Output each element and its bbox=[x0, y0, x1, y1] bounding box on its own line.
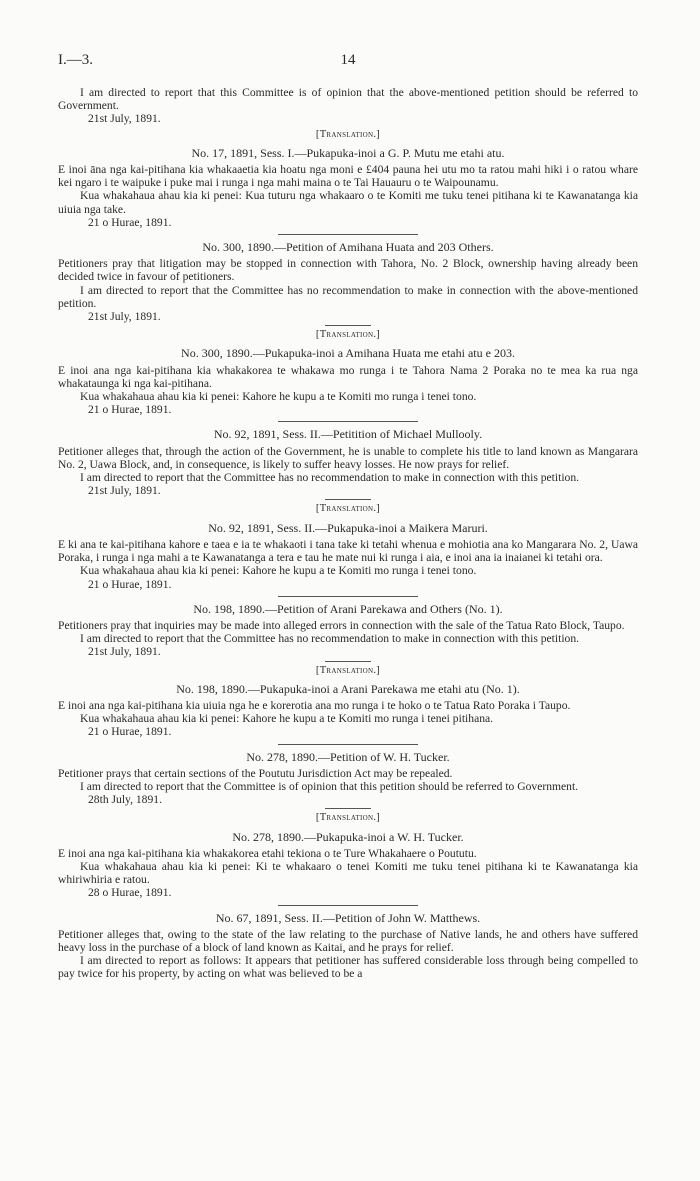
petition-heading: No. 278, 1890.—Petition of W. H. Tucker. bbox=[246, 749, 450, 764]
translation-label: [Translation.] bbox=[315, 128, 381, 140]
short-divider bbox=[325, 325, 371, 326]
date-line: 21 o Hurae, 1891. bbox=[88, 403, 172, 417]
paragraph: Petitioner alleges that, through the action of the Government, he is unable to complete his title to land known as Mangarara No. 2, Uawa Block, and, in consequence, is likely to suffer heavy losses. He now prays for relief. bbox=[58, 444, 638, 471]
translation-label: [Translation.] bbox=[315, 329, 381, 341]
date-line: 21 o Hurae, 1891. bbox=[88, 577, 172, 591]
paragraph: E inoi ana nga kai-pitihana kia whakakorea etahi tekiona o te Ture Whakahaere o Poututu. bbox=[58, 846, 477, 860]
short-divider bbox=[325, 808, 371, 809]
petition-block bbox=[58, 502, 638, 590]
petition-heading: No. 300, 1890.—Petition of Amihana Huata and 203 Others. bbox=[202, 240, 494, 255]
petition-heading: No. 300, 1890.—Pukapuka-inoi a Amihana Huata me etahi atu e 203. bbox=[181, 346, 515, 361]
paragraph: Petitioners pray that litigation may be stopped in connection with Tahora, No. 2 Block, ownership having already been decided twice in favour of petitioners. bbox=[58, 257, 638, 284]
petition-heading: No. 278, 1890.—Pukapuka-inoi a W. H. Tucker. bbox=[232, 829, 464, 844]
petition-block bbox=[58, 328, 638, 416]
section-divider bbox=[278, 234, 418, 235]
document-code: I.—3. bbox=[58, 52, 93, 68]
section-divider bbox=[278, 596, 418, 597]
date-line: 21 o Hurae, 1891. bbox=[88, 725, 172, 739]
translation-label: [Translation.] bbox=[315, 664, 381, 676]
petition-heading: No. 92, 1891, Sess. II.—Petitition of Michael Mullooly. bbox=[213, 427, 483, 442]
paragraph: I am directed to report that this Committee is of opinion that the above-mentioned petition should be referred to Government. bbox=[58, 86, 638, 113]
petition-heading: No. 92, 1891, Sess. II.—Pukapuka-inoi a Maikera Maruri. bbox=[208, 520, 488, 535]
petition-block bbox=[58, 241, 638, 323]
date-line: 21st July, 1891. bbox=[88, 310, 161, 324]
paragraph: Petitioner prays that certain sections of the Poututu Jurisdiction Act may be repealed. bbox=[58, 766, 453, 780]
paragraph: Kua whakahaua ahau kia ki penei: Kahore he kupu a te Komiti mo runga i tenei tono. bbox=[80, 564, 477, 578]
paragraph: I am directed to report as follows: It appears that petitioner has suffered considerable loss through being compelled to pay twice for his property, by acting on what was believed to be a bbox=[58, 954, 638, 981]
translation-label: [Translation.] bbox=[315, 503, 381, 515]
paragraph: E inoi ana nga kai-pitihana kia uiuia nga he e korerotia ana mo runga i te hoko o te Tatua Rato Poraka i Taupo. bbox=[58, 698, 571, 712]
petition-heading: No. 17, 1891, Sess. I.—Pukapuka-inoi a G. P. Mutu me etahi atu. bbox=[191, 145, 505, 160]
paragraph: Kua whakahaua ahau kia ki penei: Kua tuturu nga whakaaro o te Komiti me tuku tenei pitihana ki te Kawanatanga kia uiuia nga take. bbox=[58, 189, 638, 216]
petition-block bbox=[58, 428, 638, 497]
section-divider bbox=[278, 421, 418, 422]
date-line: 28th July, 1891. bbox=[88, 793, 162, 807]
paragraph: E inoi ana nga kai-pitihana kia whakakorea te whakawa mo runga i te Tahora Nama 2 Poraka no te mea ka rua nga whakataunga ki nga kai-pitihana. bbox=[58, 363, 638, 390]
paragraph: Petitioners pray that inquiries may be made into alleged errors in connection with the sale of the Tatua Rato Block, Taupo. bbox=[58, 618, 625, 632]
petition-block bbox=[58, 86, 638, 126]
page-number: 14 bbox=[340, 52, 356, 68]
date-line: 21st July, 1891. bbox=[88, 484, 161, 498]
date-line: 28 o Hurae, 1891. bbox=[88, 886, 172, 900]
petition-block bbox=[58, 912, 638, 981]
petition-heading: No. 198, 1890.—Petition of Arani Parekawa and Others (No. 1). bbox=[193, 601, 503, 616]
date-line: 21st July, 1891. bbox=[88, 112, 161, 126]
paragraph: Kua whakahaua ahau kia ki penei: Ki te whakaaro o tenei Komiti me tuku tenei pitihana ki te Kawanatanga kia whiriwhiria e ratou. bbox=[58, 859, 638, 887]
paragraph: Kua whakahaua ahau kia ki penei: Kahore he kupu a te Komiti mo runga i tenei tono. bbox=[80, 390, 477, 404]
petition-block bbox=[58, 811, 638, 899]
petition-block bbox=[58, 664, 638, 739]
page-header bbox=[58, 52, 638, 72]
paragraph: I am directed to report that the Committee has no recommendation to make in connection with this petition. bbox=[80, 632, 580, 646]
section-divider bbox=[278, 905, 418, 906]
section-divider bbox=[278, 744, 418, 745]
paragraph: E ki ana te kai-pitihana kahore e taea e ia te whakaoti i tana take ki tetahi whenua e mohiotia ana ko Mangarara No. 2, Uawa Poraka, i runga i nga mahi a te Kawanatanga a tera e tau he mate nui ki runga i aia, e inoi ana ia inaianei ki tetahi ora. bbox=[58, 537, 638, 565]
paragraph: Petitioner alleges that, owing to the state of the law relating to the purchase of Native lands, he and others have suffered heavy loss in the purchase of a block of land known as Kaitai, and he prays for relief. bbox=[58, 927, 638, 954]
date-line: 21st July, 1891. bbox=[88, 645, 161, 659]
paragraph: E inoi āna nga kai-pitihana kia whakaaetia kia hoatu nga moni e £404 pauna hei utu mo ta ratou mahi hiki i o ratou whare kei ngaro i te waipuke i puke mai i runga i nga mahi maina o te Tai Hauauru o te Waipounamu. bbox=[58, 163, 638, 190]
petition-block bbox=[58, 128, 638, 229]
paragraph: I am directed to report that the Committee is of opinion that this petition should be referred to Government. bbox=[80, 779, 579, 793]
short-divider bbox=[325, 661, 371, 662]
petition-heading: No. 198, 1890.—Pukapuka-inoi a Arani Parekawa me etahi atu (No. 1). bbox=[176, 681, 520, 696]
paragraph: Kua whakahaua ahau kia ki penei: Kahore he kupu a te Komiti mo runga i tenei pitihana. bbox=[80, 712, 494, 726]
translation-label: [Translation.] bbox=[315, 812, 381, 824]
date-line: 21 o Hurae, 1891. bbox=[88, 215, 172, 229]
paragraph: I am directed to report that the Committee has no recommendation to make in connection with the above-mentioned petition. bbox=[58, 283, 638, 310]
petition-block bbox=[58, 751, 638, 807]
page-content bbox=[58, 86, 638, 981]
paragraph: I am directed to report that the Committee has no recommendation to make in connection with this petition. bbox=[80, 471, 580, 485]
petition-block bbox=[58, 603, 638, 659]
short-divider bbox=[325, 499, 371, 500]
petition-heading: No. 67, 1891, Sess. II.—Petition of John W. Matthews. bbox=[215, 910, 481, 925]
